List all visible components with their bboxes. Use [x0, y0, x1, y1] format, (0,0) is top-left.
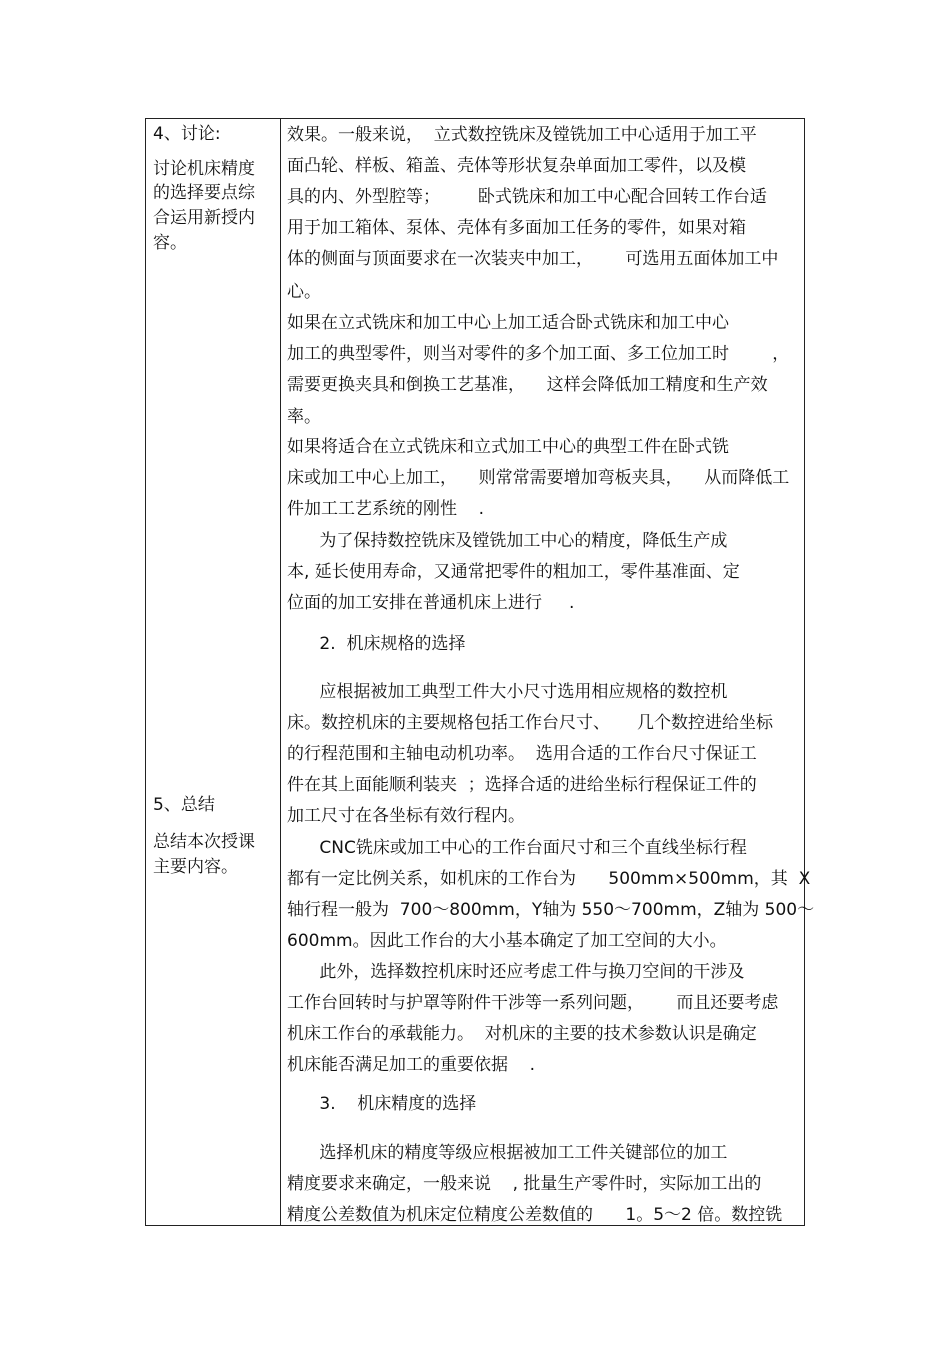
body-line: CNC铣床或加工中心的工作台面尺寸和三个直线坐标行程: [287, 838, 747, 858]
body-line: 本, 延长使用寿命，又通常把零件的粗加工，零件基准面、定: [287, 562, 740, 582]
body-line: 位面的加工安排在普通机床上进行 .: [287, 593, 575, 613]
body-line: 需要更换夹具和倒换工艺基准， 这样会降低加工精度和生产效: [287, 375, 768, 395]
body-line: 轴行程一般为 700～800mm，Y轴为 550～700mm，Z轴为 500～: [287, 900, 815, 920]
body-line: 件在其上面能顺利装夹 ；选择合适的进给坐标行程保证工件的: [287, 775, 757, 795]
body-line: 床。数控机床的主要规格包括工作台尺寸、 几个数控进给坐标: [287, 713, 774, 733]
body-line: 应根据被加工典型工件大小尺寸选用相应规格的数控机: [287, 682, 728, 702]
body-line: 效果。一般来说， 立式数控铣床及镗铣加工中心适用于加工平: [287, 125, 757, 145]
body-line: 的行程范围和主轴电动机功率。 选用合适的工作台尺寸保证工: [287, 744, 757, 764]
discussion-heading: 4、讨论:: [153, 124, 221, 144]
discussion-text-line: 容。: [153, 233, 187, 253]
summary-text-line: 总结本次授课: [153, 832, 255, 852]
summary-heading: 5、总结: [153, 795, 215, 815]
body-line: 600mm。因此工作台的大小基本确定了加工空间的大小。: [287, 931, 727, 951]
discussion-text-line: 的选择要点综: [153, 183, 255, 203]
section-heading: 3. 机床精度的选择: [287, 1094, 477, 1114]
content-table: [145, 118, 815, 1226]
body-line: 精度要求来确定，一般来说 , 批量生产零件时，实际加工出的: [287, 1174, 762, 1194]
body-line: 如果在立式铣床和加工中心上加工适合卧式铣床和加工中心: [287, 313, 729, 333]
body-line: 机床工作台的承载能力。 对机床的主要的技术参数认识是确定: [287, 1024, 757, 1044]
body-line: 率。: [287, 407, 321, 427]
body-line: 精度公差数值为机床定位精度公差数值的 1。5～2 倍。数控铣: [287, 1205, 783, 1225]
right-column: [281, 119, 815, 1225]
body-line: 如果将适合在立式铣床和立式加工中心的典型工件在卧式铣: [287, 437, 729, 457]
body-line: 选择机床的精度等级应根据被加工工件关键部位的加工: [287, 1143, 728, 1163]
body-line: 此外，选择数控机床时还应考虑工件与换刀空间的干涉及: [287, 962, 745, 982]
section-heading: 2. 机床规格的选择: [287, 634, 466, 654]
body-line: 为了保持数控铣床及镗铣加工中心的精度，降低生产成: [287, 531, 728, 551]
left-column: [146, 119, 280, 1225]
body-line: 用于加工箱体、泵体、壳体有多面加工任务的零件，如果对箱: [287, 218, 746, 238]
summary-text-line: 主要内容。: [153, 857, 238, 877]
body-line: 都有一定比例关系，如机床的工作台为 500mm×500mm，其 X: [287, 869, 811, 889]
discussion-text-line: 合运用新授内: [153, 208, 255, 228]
body-line: 机床能否满足加工的重要依据 .: [287, 1055, 536, 1075]
body-line: 心。: [287, 282, 321, 302]
body-line: 加工尺寸在各坐标有效行程内。: [287, 806, 525, 826]
body-line: 工作台回转时与护罩等附件干涉等一系列问题， 而且还要考虑: [287, 993, 779, 1013]
body-line: 体的侧面与顶面要求在一次装夹中加工， 可选用五面体加工中: [287, 249, 779, 269]
body-line: 件加工工艺系统的刚性 .: [287, 499, 485, 519]
discussion-text-line: 讨论机床精度: [153, 159, 255, 179]
body-line: 床或加工中心上加工， 则常常需要增加弯板夹具， 从而降低工: [287, 468, 790, 488]
body-line: 加工的典型零件，则当对零件的多个加工面、多工位加工时 ，: [287, 344, 790, 364]
body-line: 具的内、外型腔等； 卧式铣床和加工中心配合回转工作台适: [287, 187, 767, 207]
body-line: 面凸轮、样板、箱盖、壳体等形状复杂单面加工零件，以及模: [287, 156, 746, 176]
